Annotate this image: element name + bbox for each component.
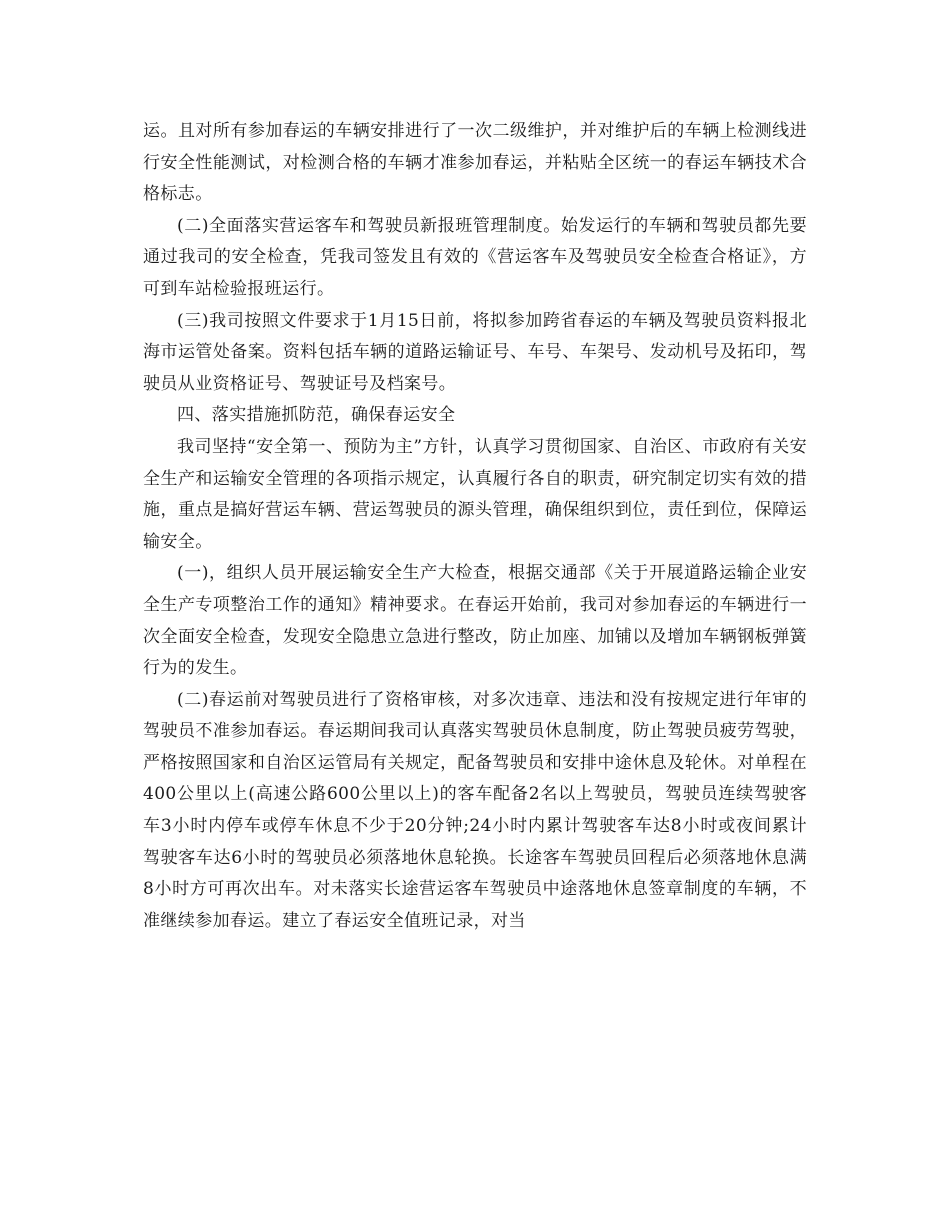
- paragraph-2: (二)全面落实营运客车和驾驶员新报班管理制度。始发运行的车辆和驾驶员都先要通过我司的安全检查，凭我司签发且有效的《营运客车及驾驶员安全检查合格证》，方可到车站检验报班运行。: [143, 215, 807, 299]
- paragraph-1: 运。且对所有参加春运的车辆安排进行了一次二级维护，并对维护后的车辆上检测线进行安全性能测试，对检测合格的车辆才准参加春运，并粘贴全区统一的春运车辆技术合格标志。: [143, 121, 807, 205]
- document-body: [143, 116, 807, 937]
- paragraph-6: (一)，组织人员开展运输安全生产大检查，根据交通部《关于开展道路运输企业安全生产专项整治工作的通知》精神要求。在春运开始前，我司对参加春运的车辆进行一次全面安全检查，发现安全隐患立急进行整改，防止加座、加铺以及增加车辆钢板弹簧行为的发生。: [143, 563, 807, 679]
- paragraph-5: 我司坚持“安全第一、预防为主”方针，认真学习贯彻国家、自治区、市政府有关安全生产和运输安全管理的各项指示规定，认真履行各自的职责，研究制定切实有效的措施，重点是搞好营运车辆、营运驾驶员的源头管理，确保组织到位，责任到位，保障运输安全。: [143, 436, 807, 552]
- section-heading: 四、落实措施抓防范，确保春运安全: [177, 405, 456, 426]
- paragraph-7: (二)春运前对驾驶员进行了资格审核，对多次违章、违法和没有按规定进行年审的驾驶员不准参加春运。春运期间我司认真落实驾驶员休息制度，防止驾驶员疲劳驾驶，严格按照国家和自治区运管局有关规定，配备驾驶员和安排中途休息及轮休。对单程在400公里以上(高速公路600公里以上)的客车配备2名以上驾驶员，驾驶员连续驾驶客车3小时内停车或停车休息不少于20分钟;24小时内累计驾驶客车达8小时或夜间累计驾驶客车达6小时的驾驶员必须落地休息轮换。长途客车驾驶员回程后必须落地休息满8小时方可再次出车。对未落实长途营运客车驾驶员中途落地休息签章制度的车辆，不准继续参加春运。建立了春运安全值班记录，对当: [143, 689, 807, 931]
- paragraph-3: (三)我司按照文件要求于1月15日前，将拟参加跨省春运的车辆及驾驶员资料报北海市运管处备案。资料包括车辆的道路运输证号、车号、车架号、发动机号及拓印，驾驶员从业资格证号、驾驶证号及档案号。: [143, 310, 807, 394]
